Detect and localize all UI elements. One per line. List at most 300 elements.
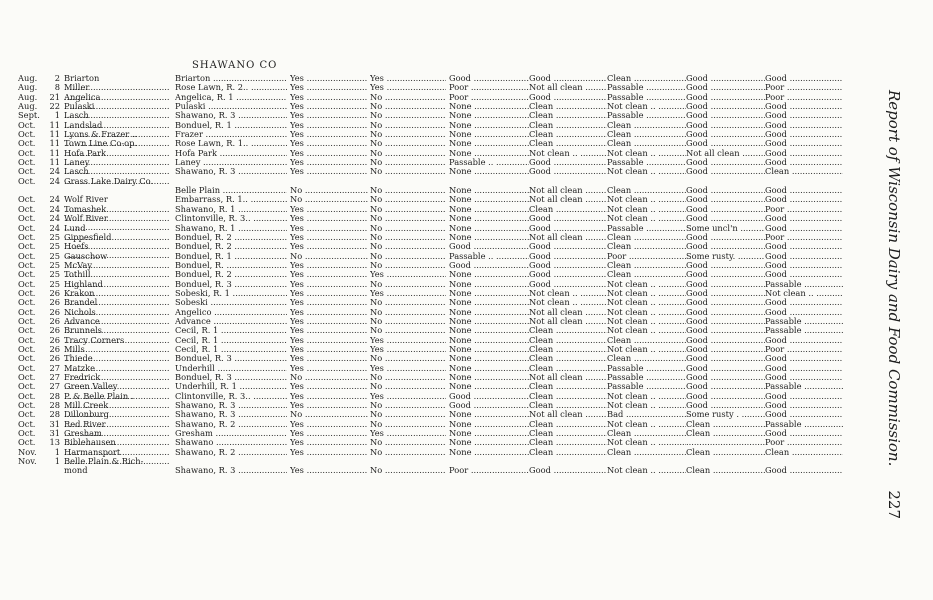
table-row: [18, 214, 838, 223]
school-name: Grass Lake Dairy Co.: [64, 176, 154, 186]
condition-d-cell: Good .....: [686, 364, 765, 373]
table-row: [18, 410, 838, 419]
cleanliness-b-cell: Good .....: [529, 280, 607, 289]
school-name: P. & Belle Plain . .....: [64, 392, 169, 411]
ventilation-cell: No .....: [370, 466, 446, 475]
condition-d-cell: Clean .....: [686, 466, 765, 475]
cleanliness-b-cell: Not all clean .....: [529, 308, 607, 317]
ventilation-cell: No .....: [370, 448, 446, 457]
post-office: Shawano, R. 3 .....: [175, 410, 287, 419]
date-day: 24: [49, 214, 60, 224]
condition-c-cell: Not clean .. .....: [607, 438, 686, 447]
condition-c-cell: Not clean .. .....: [607, 280, 686, 289]
date-month: Oct.: [18, 354, 36, 364]
table-row: [18, 280, 838, 289]
condition-d-cell: Good .....: [686, 336, 765, 345]
school-name: Gauschow .....: [64, 252, 169, 271]
cleanliness-a-cell: None .....: [449, 167, 529, 176]
condition-d-cell: Some rusty . .....: [686, 410, 765, 419]
post-office: Cecil, R. 1 .....: [175, 326, 287, 335]
date-month: Oct.: [18, 158, 36, 168]
rating-cell: Good .....: [765, 270, 843, 279]
school-name: Brandel .....: [64, 298, 169, 317]
cleanliness-a-cell: Good .....: [449, 74, 529, 83]
condition-d-cell: Some rusty. .....: [686, 252, 765, 261]
cleanliness-a-cell: None .....: [449, 308, 529, 317]
water-supply-cell: Yes .....: [290, 111, 368, 120]
cleanliness-a-cell: None .....: [449, 139, 529, 148]
school-name: Brunnels .....: [64, 326, 169, 345]
school-name: Belle Plain & Rich- mond: [64, 457, 144, 476]
date-day: 26: [49, 307, 60, 317]
rating-cell: Good .....: [765, 261, 843, 270]
cleanliness-a-cell: None .....: [449, 354, 529, 363]
table-row: [18, 158, 838, 167]
ventilation-cell: No .....: [370, 139, 446, 148]
water-supply-cell: Yes .....: [290, 158, 368, 167]
cleanliness-a-cell: None .....: [449, 195, 529, 204]
condition-d-cell: Good .....: [686, 280, 765, 289]
date-day: 1: [54, 111, 60, 121]
water-supply-cell: Yes .....: [290, 83, 368, 92]
ventilation-cell: No .....: [370, 382, 446, 391]
water-supply-cell: No .....: [290, 410, 368, 419]
condition-d-cell: Good .....: [686, 317, 765, 326]
ventilation-cell: No .....: [370, 317, 446, 326]
date-month: Oct.: [18, 204, 36, 214]
date-month: Oct.: [18, 139, 36, 149]
date-day: 25: [49, 232, 60, 242]
school-name: Dillonburg .....: [64, 410, 169, 429]
cleanliness-b-cell: Clean .....: [529, 345, 607, 354]
post-office: Bonduel, R. 3 .....: [175, 280, 287, 289]
water-supply-cell: Yes .....: [290, 149, 368, 158]
date-month: Oct.: [18, 391, 36, 401]
cleanliness-b-cell: Clean .....: [529, 448, 607, 457]
post-office: Advance .....: [175, 317, 287, 326]
date-month: Oct.: [18, 288, 36, 298]
rating-cell: Poor .....: [765, 83, 843, 92]
post-office: Shawano, R. 1 .....: [175, 224, 287, 233]
table-row: [18, 83, 838, 92]
table-row: [18, 93, 838, 102]
table-row: [18, 448, 838, 457]
school-name: Town Line Co-op. .....: [64, 139, 169, 158]
ventilation-cell: Yes .....: [370, 336, 446, 345]
rating-cell: Good .....: [765, 158, 843, 167]
rating-cell: Passable .....: [765, 280, 843, 289]
school-name: Wolf River .....: [64, 214, 169, 233]
condition-d-cell: Good .....: [686, 205, 765, 214]
school-name: Lasch .....: [64, 111, 169, 130]
cleanliness-a-cell: None .....: [449, 149, 529, 158]
date-month: Oct.: [18, 167, 36, 177]
date-month: Oct.: [18, 148, 36, 158]
water-supply-cell: Yes .....: [290, 429, 368, 438]
date-month: Oct.: [18, 438, 36, 448]
date-day: 28: [49, 401, 60, 411]
rating-cell: Good .....: [765, 373, 843, 382]
condition-d-cell: Good .....: [686, 270, 765, 279]
condition-d-cell: Good .....: [686, 83, 765, 92]
cleanliness-b-cell: Good .....: [529, 252, 607, 261]
cleanliness-b-cell: Good .....: [529, 214, 607, 223]
date-month: Nov.: [18, 447, 37, 457]
post-office: Underhill .....: [175, 364, 287, 373]
date-day: 24: [49, 195, 60, 205]
rating-cell: Good .....: [765, 466, 843, 475]
date-month: Oct.: [18, 316, 36, 326]
water-supply-cell: Yes .....: [290, 298, 368, 307]
water-supply-cell: No .....: [290, 252, 368, 261]
condition-c-cell: Not clean .. .....: [607, 308, 686, 317]
post-office: Shawano, R. 3 .....: [175, 167, 287, 176]
condition-c-cell: Not clean .. .....: [607, 317, 686, 326]
cleanliness-a-cell: Poor .....: [449, 83, 529, 92]
condition-d-cell: Good .....: [686, 326, 765, 335]
date-day: 26: [49, 316, 60, 326]
school-name: Miller .....: [64, 83, 169, 102]
condition-c-cell: Not clean .. .....: [607, 195, 686, 204]
cleanliness-b-cell: Clean .....: [529, 121, 607, 130]
ventilation-cell: No .....: [370, 224, 446, 233]
date-month: Oct.: [18, 419, 36, 429]
date-month: Oct.: [18, 429, 36, 439]
school-name: Lasch .....: [64, 167, 169, 186]
date-day: 21: [49, 92, 60, 102]
cleanliness-a-cell: None .....: [449, 102, 529, 111]
cleanliness-b-cell: Clean .....: [529, 111, 607, 120]
water-supply-cell: Yes .....: [290, 336, 368, 345]
date-month: Oct.: [18, 270, 36, 280]
cleanliness-a-cell: None .....: [449, 410, 529, 419]
cleanliness-b-cell: Good .....: [529, 466, 607, 475]
cleanliness-b-cell: Clean .....: [529, 382, 607, 391]
cleanliness-b-cell: Clean .....: [529, 326, 607, 335]
cleanliness-a-cell: Good .....: [449, 392, 529, 401]
ventilation-cell: Yes .....: [370, 429, 446, 438]
cleanliness-a-cell: None .....: [449, 224, 529, 233]
condition-c-cell: Bad .....: [607, 410, 686, 419]
inspection-table: [18, 74, 838, 476]
cleanliness-a-cell: None .....: [449, 121, 529, 130]
rating-cell: Good .....: [765, 392, 843, 401]
date-month: Sept.: [18, 111, 40, 121]
water-supply-cell: Yes .....: [290, 382, 368, 391]
cleanliness-b-cell: Clean .....: [529, 429, 607, 438]
cleanliness-b-cell: Clean .....: [529, 364, 607, 373]
post-office: Hofa Park .....: [175, 149, 287, 158]
post-office: Shawano, R. 3 .....: [175, 401, 287, 410]
condition-c-cell: Not clean .. .....: [607, 289, 686, 298]
condition-d-cell: Good .....: [686, 308, 765, 317]
school-name: Hoefs .....: [64, 242, 169, 261]
cleanliness-a-cell: None .....: [449, 280, 529, 289]
cleanliness-b-cell: Not all clean .....: [529, 233, 607, 242]
date-day: 26: [49, 344, 60, 354]
table-row: [18, 298, 838, 307]
condition-c-cell: Not clean .. .....: [607, 326, 686, 335]
table-row: [18, 308, 838, 317]
ventilation-cell: No .....: [370, 121, 446, 130]
water-supply-cell: Yes .....: [290, 224, 368, 233]
cleanliness-a-cell: None .....: [449, 382, 529, 391]
rating-cell: Passable .....: [765, 317, 843, 326]
condition-d-cell: Good .....: [686, 102, 765, 111]
condition-d-cell: [686, 438, 765, 447]
school-name: Laney .....: [64, 158, 169, 177]
cleanliness-a-cell: None .....: [449, 298, 529, 307]
water-supply-cell: Yes .....: [290, 261, 368, 270]
cleanliness-a-cell: None .....: [449, 326, 529, 335]
table-row: [18, 326, 838, 335]
rating-cell: Good .....: [765, 252, 843, 261]
cleanliness-b-cell: Clean .....: [529, 130, 607, 139]
table-row: [18, 195, 838, 204]
table-row: [18, 457, 838, 476]
ventilation-cell: No .....: [370, 438, 446, 447]
rating-cell: Good .....: [765, 298, 843, 307]
date-day: 25: [49, 242, 60, 252]
date-month: Oct.: [18, 401, 36, 411]
water-supply-cell: Yes .....: [290, 364, 368, 373]
date-month: Oct.: [18, 373, 36, 382]
cleanliness-a-cell: None .....: [449, 289, 529, 298]
rating-cell: Poor .....: [765, 93, 843, 102]
cleanliness-a-cell: None .....: [449, 336, 529, 345]
post-office: Shawano, R. 2 .....: [175, 448, 287, 457]
rating-cell: Passable .....: [765, 420, 843, 429]
post-office: Clintonville, R. 3.. .....: [175, 214, 287, 223]
cleanliness-b-cell: Clean .....: [529, 102, 607, 111]
rating-cell: Good .....: [765, 401, 843, 410]
cleanliness-b-cell: Clean .....: [529, 392, 607, 401]
rating-cell: Passable .....: [765, 326, 843, 335]
ventilation-cell: Yes .....: [370, 74, 446, 83]
water-supply-cell: Yes .....: [290, 167, 368, 176]
county-heading: SHAWANO CO: [192, 60, 278, 71]
water-supply-cell: Yes .....: [290, 466, 368, 475]
ventilation-cell: No .....: [370, 420, 446, 429]
ventilation-cell: No .....: [370, 298, 446, 307]
date-day: 24: [49, 204, 60, 214]
cleanliness-b-cell: Good .....: [529, 242, 607, 251]
water-supply-cell: Yes .....: [290, 326, 368, 335]
table-row: [18, 364, 838, 373]
water-supply-cell: Yes .....: [290, 74, 368, 83]
ventilation-cell: No .....: [370, 102, 446, 111]
cleanliness-b-cell: Good .....: [529, 93, 607, 102]
cleanliness-b-cell: Clean .....: [529, 354, 607, 363]
date-day: 11: [49, 148, 60, 158]
cleanliness-a-cell: None .....: [449, 111, 529, 120]
ventilation-cell: Yes .....: [370, 345, 446, 354]
school-name: Tomashek .....: [64, 205, 169, 224]
cleanliness-b-cell: Clean .....: [529, 401, 607, 410]
rating-cell: Not clean .. .....: [765, 289, 843, 298]
table-row: [18, 205, 838, 214]
post-office: Bonduel, R. 2 .....: [175, 270, 287, 279]
condition-c-cell: Not clean .. .....: [607, 205, 686, 214]
table-row: [18, 252, 838, 261]
ventilation-cell: No .....: [370, 261, 446, 270]
condition-c-cell: Clean .....: [607, 242, 686, 251]
condition-c-cell: Not clean .. .....: [607, 420, 686, 429]
condition-d-cell: Good .....: [686, 195, 765, 204]
table-row: [18, 167, 838, 176]
condition-c-cell: Poor .....: [607, 252, 686, 261]
rating-cell: Good .....: [765, 74, 843, 83]
date-day: 11: [49, 130, 60, 140]
date-month: Aug.: [18, 92, 38, 102]
condition-d-cell: Good .....: [686, 74, 765, 83]
date-month: Oct.: [18, 307, 36, 317]
school-name: Gippesfield .....: [64, 233, 169, 252]
condition-d-cell: Good .....: [686, 93, 765, 102]
cleanliness-b-cell: Not all clean .....: [529, 186, 607, 195]
water-supply-cell: No .....: [290, 373, 368, 382]
post-office: Embarrass, R. 1.. .....: [175, 195, 287, 204]
rating-cell: Good .....: [765, 429, 843, 438]
condition-d-cell: Good .....: [686, 214, 765, 223]
school-name: Krakon .....: [64, 289, 169, 308]
condition-d-cell: Not all clean .....: [686, 149, 765, 158]
date-month: Oct.: [18, 363, 36, 373]
table-row: [18, 121, 838, 130]
date-day: 11: [49, 120, 60, 130]
post-office: Cecil, R. 1 .....: [175, 336, 287, 345]
ventilation-cell: No .....: [370, 373, 446, 382]
table-row: [18, 429, 838, 438]
date-day: 24: [49, 223, 60, 233]
cleanliness-a-cell: Passable .. .....: [449, 252, 529, 261]
water-supply-cell: No .....: [290, 195, 368, 204]
ventilation-cell: No .....: [370, 158, 446, 167]
ventilation-cell: No .....: [370, 167, 446, 176]
table-row: [18, 317, 838, 326]
post-office: Bonduel, R. .....: [175, 261, 287, 270]
school-name: Harmansport .....: [64, 448, 169, 467]
cleanliness-a-cell: Poor .....: [449, 93, 529, 102]
post-office: Shawano, R. 1 .....: [175, 205, 287, 214]
condition-c-cell: Clean .....: [607, 448, 686, 457]
date-day: 26: [49, 298, 60, 308]
date-day: 25: [49, 270, 60, 280]
table-row: [18, 74, 838, 83]
condition-d-cell: Good .....: [686, 233, 765, 242]
ventilation-cell: Yes .....: [370, 83, 446, 92]
date-month: Oct.: [18, 120, 36, 130]
date-month: Oct.: [18, 279, 36, 289]
table-row: [18, 224, 838, 233]
school-name: Nichols .....: [64, 308, 169, 327]
table-row: [18, 233, 838, 242]
school-name: Lyons & Frazer .. .....: [64, 130, 169, 149]
rating-cell: Good .....: [765, 149, 843, 158]
condition-d-cell: Good .....: [686, 298, 765, 307]
date-month: Oct.: [18, 410, 36, 420]
cleanliness-a-cell: None .....: [449, 345, 529, 354]
school-name: McVay .....: [64, 261, 169, 280]
rating-cell: Good .....: [765, 102, 843, 111]
cleanliness-b-cell: Not clean .. .....: [529, 298, 607, 307]
date-month: Nov.: [18, 457, 37, 467]
condition-d-cell: Clean .....: [686, 429, 765, 438]
ventilation-cell: No .....: [370, 186, 446, 195]
ventilation-cell: Yes .....: [370, 392, 446, 401]
condition-d-cell: Good .....: [686, 382, 765, 391]
post-office: Angelico .....: [175, 308, 287, 317]
cleanliness-a-cell: None .....: [449, 270, 529, 279]
water-supply-cell: No .....: [290, 186, 368, 195]
condition-c-cell: Clean .....: [607, 186, 686, 195]
table-row: [18, 373, 838, 382]
water-supply-cell: Yes .....: [290, 448, 368, 457]
cleanliness-b-cell: Not all clean .....: [529, 83, 607, 92]
date-day: 24: [49, 167, 60, 177]
water-supply-cell: Yes .....: [290, 214, 368, 223]
page-number: 227: [885, 490, 903, 520]
condition-d-cell: Good .....: [686, 167, 765, 176]
condition-d-cell: Clean .....: [686, 448, 765, 457]
cleanliness-b-cell: Good .....: [529, 224, 607, 233]
condition-c-cell: Not clean .. .....: [607, 102, 686, 111]
date-month: Aug.: [18, 74, 38, 83]
date-month: Oct.: [18, 195, 36, 205]
school-name: Biblehausen .....: [64, 438, 169, 457]
cleanliness-b-cell: Clean .....: [529, 438, 607, 447]
cleanliness-b-cell: Not all clean .....: [529, 317, 607, 326]
post-office: Belle Plain .....: [175, 186, 287, 195]
water-supply-cell: Yes .....: [290, 392, 368, 401]
table-row: [18, 382, 838, 391]
condition-c-cell: Clean .....: [607, 130, 686, 139]
cleanliness-b-cell: Not clean .. .....: [529, 289, 607, 298]
condition-d-cell: Good .....: [686, 354, 765, 363]
rating-cell: Good .....: [765, 214, 843, 223]
cleanliness-a-cell: None .....: [449, 429, 529, 438]
condition-c-cell: Not clean .. .....: [607, 345, 686, 354]
rating-cell: Good .....: [765, 139, 843, 148]
date-day: 13: [49, 438, 60, 448]
post-office: Angelica, R. 1 .....: [175, 93, 287, 102]
condition-c-cell: Clean .....: [607, 74, 686, 83]
school-name: Matzke .....: [64, 364, 169, 383]
post-office: Bonduel, R. 3 .....: [175, 354, 287, 363]
condition-d-cell: Good .....: [686, 158, 765, 167]
condition-d-cell: Good .....: [686, 392, 765, 401]
post-office: Shawano, R. 2 .....: [175, 420, 287, 429]
date-month: Oct.: [18, 223, 36, 233]
water-supply-cell: Yes .....: [290, 438, 368, 447]
ventilation-cell: No .....: [370, 233, 446, 242]
cleanliness-a-cell: Good .....: [449, 242, 529, 251]
date-month: Oct.: [18, 382, 36, 392]
water-supply-cell: Yes .....: [290, 130, 368, 139]
water-supply-cell: Yes .....: [290, 205, 368, 214]
date-month: Oct.: [18, 214, 36, 224]
table-row: [18, 392, 838, 401]
ventilation-cell: No .....: [370, 130, 446, 139]
water-supply-cell: Yes .....: [290, 317, 368, 326]
cleanliness-a-cell: None .....: [449, 438, 529, 447]
condition-c-cell: Clean .....: [607, 261, 686, 270]
cleanliness-a-cell: Poor .....: [449, 466, 529, 475]
school-name: Hofa Park .....: [64, 149, 169, 168]
post-office: Gresham .....: [175, 429, 287, 438]
post-office: Underhill, R. 1 .....: [175, 382, 287, 391]
rating-cell: Clean .....: [765, 448, 843, 457]
